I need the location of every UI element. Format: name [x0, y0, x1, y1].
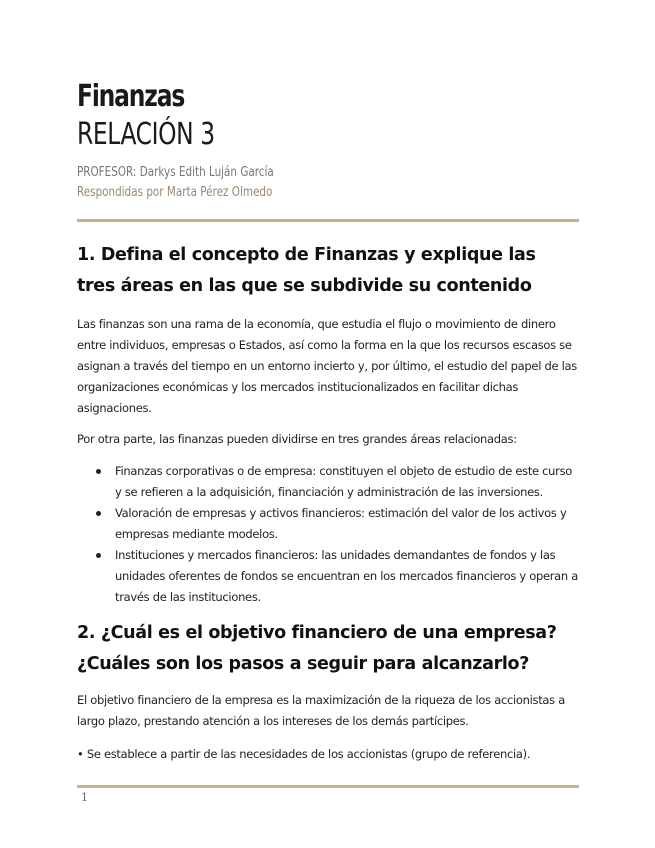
section-1-heading: 1. Defina el concepto de Finanzas y explique las tres áreas en las que se subdivide su contenido — [77, 245, 536, 296]
list-item — [77, 461, 579, 503]
document-subtitle: RELACIÓN 3 — [77, 117, 215, 152]
footer-divider — [77, 785, 579, 788]
page-number: 1 — [81, 791, 88, 804]
list-item-text: Finanzas corporativas o de empresa: constituyen el objeto de estudio de este curso y se refieren a la adquisición, financiación y administración de las inversiones. — [115, 464, 573, 499]
bullet-icon — [96, 511, 101, 516]
bullet-icon — [96, 469, 101, 474]
bullet-icon — [96, 553, 101, 558]
section-2-paragraph-2: • Se establece a partir de las necesidades de los accionistas (grupo de referencia). — [77, 747, 531, 761]
section-2-paragraph-1: El objetivo financiero de la empresa es la maximización de la riqueza de los accionistas a largo plazo, prestando atención a los intereses de los demás partícipes. — [77, 693, 565, 728]
section-2-heading: 2. ¿Cuál es el objetivo financiero de una empresa? ¿Cuáles son los pasos a seguir para alcanzarlo? — [77, 623, 557, 674]
list-item — [77, 545, 579, 608]
section-1-paragraph-1: Las finanzas son una rama de la economía, que estudia el flujo o movimiento de dinero entre individuos, empresas o Estados, así como la forma en la que los recursos escasos se asignan a través del tiempo en un entorno incierto y, por último, el estudio del papel de las organizaciones económicas y los mercados institucionalizados en facilitar dichas asignaciones. — [77, 317, 577, 415]
answered-by-line: Respondidas por Marta Pérez Olmedo — [77, 185, 273, 200]
areas-list — [77, 461, 579, 608]
list-item — [77, 503, 579, 545]
professor-line: PROFESOR: Darkys Edith Luján García — [77, 165, 274, 180]
document-title: Finanzas — [77, 79, 185, 114]
section-1-paragraph-2: Por otra parte, las finanzas pueden dividirse en tres grandes áreas relacionadas: — [77, 432, 517, 446]
header-divider — [77, 219, 579, 222]
list-item-text: Valoración de empresas y activos financieros: estimación del valor de los activos y empresas mediante modelos. — [115, 506, 567, 541]
list-item-text: Instituciones y mercados financieros: las unidades demandantes de fondos y las unidades oferentes de fondos se encuentran en los mercados financieros y operan a través de las instituciones. — [115, 548, 579, 604]
